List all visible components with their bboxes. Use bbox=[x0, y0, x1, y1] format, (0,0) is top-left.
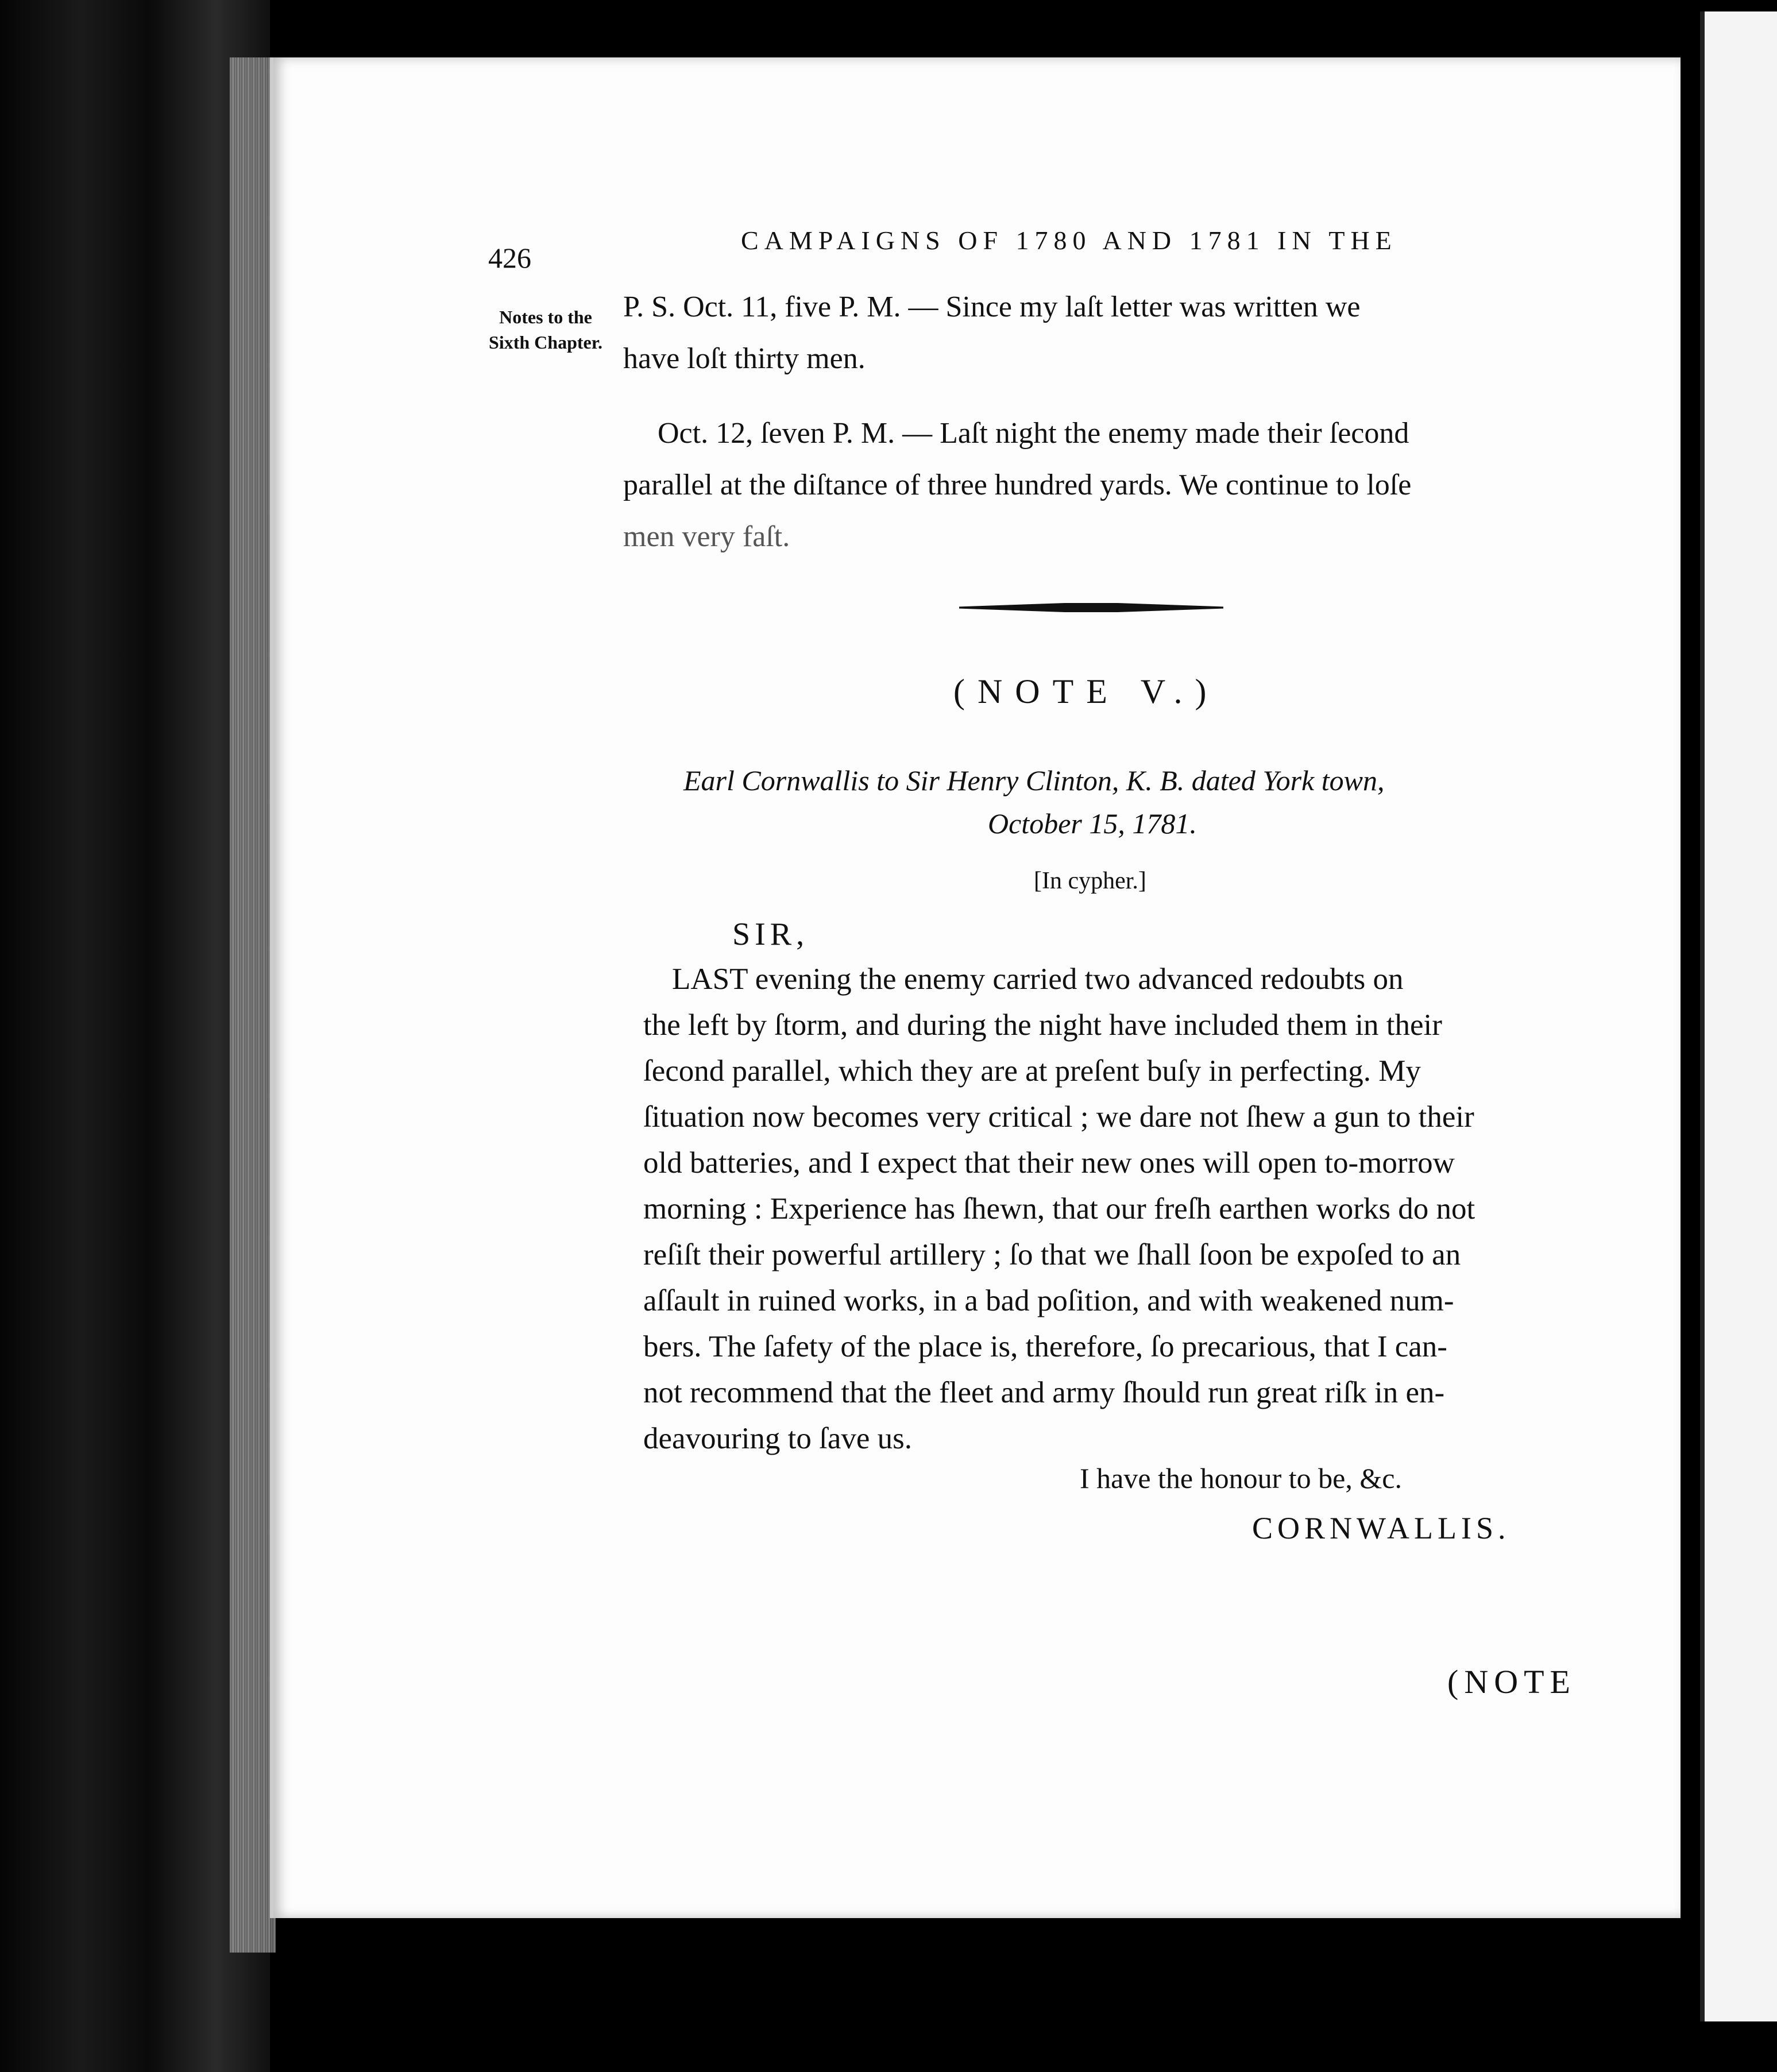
letter-line: bers. The ſafety of the place is, therefore, ſo precarious, that I can- bbox=[643, 1330, 1447, 1363]
letter-signature: CORNWALLIS. bbox=[1252, 1511, 1511, 1545]
oct12-line-2: parallel at the diſtance of three hundred yards. We continue to loſe bbox=[623, 469, 1412, 501]
letter-line: old batteries, and I expect that their new ones will open to-morrow bbox=[643, 1146, 1455, 1180]
oct12-line-1: Oct. 12, ſeven P. M. — Laſt night the enemy made their ſecond bbox=[658, 417, 1409, 450]
letter-title-line-2: October 15, 1781. bbox=[988, 807, 1197, 840]
margin-note: Notes to the Sixth Chapter. bbox=[489, 307, 602, 353]
letter-line: ſituation now becomes very critical ; we dare not ſhew a gun to their bbox=[643, 1100, 1474, 1134]
letter-line: deavouring to ſave us. bbox=[643, 1422, 913, 1455]
running-head: CAMPAIGNS OF 1780 AND 1781 IN THE bbox=[741, 226, 1397, 255]
letter-title-line-1: Earl Cornwallis to Sir Henry Clinton, K. B. dated York town, bbox=[683, 764, 1385, 797]
letter-line: LAST evening the enemy carried two advanced redoubts on bbox=[672, 962, 1404, 996]
catchword: (NOTE bbox=[1447, 1663, 1576, 1700]
note-heading: (NOTE V.) bbox=[953, 672, 1219, 710]
page-edges bbox=[230, 57, 276, 1953]
letter-line: the left by ſtorm, and during the night have included them in their bbox=[643, 1008, 1442, 1042]
letter-line: morning : Experience has ſhewn, that our freſh earthen works do not bbox=[643, 1192, 1475, 1226]
postscript-line-2: have loſt thirty men. bbox=[623, 342, 866, 375]
facing-page-edge bbox=[1700, 11, 1777, 2021]
letter-line: aſſault in ruined works, in a bad poſition, and with weakened num- bbox=[643, 1284, 1454, 1317]
page-number: 426 bbox=[488, 242, 531, 274]
letter-line: reſiſt their powerful artillery ; ſo that we ſhall ſoon be expoſed to an bbox=[643, 1238, 1461, 1271]
salutation: SIR, bbox=[732, 917, 809, 952]
postscript-line-1: P. S. Oct. 11, five P. M. — Since my laſt letter was written we bbox=[623, 291, 1361, 323]
letter-closing: I have the honour to be, &c. bbox=[1080, 1462, 1402, 1494]
cipher-note: [In cypher.] bbox=[1034, 868, 1146, 894]
oct12-line-3: men very faſt. bbox=[623, 520, 790, 553]
letter-line: ſecond parallel, which they are at preſent buſy in perfecting. My bbox=[643, 1054, 1421, 1088]
letter-line: not recommend that the fleet and army ſhould run great riſk in en- bbox=[643, 1376, 1445, 1409]
